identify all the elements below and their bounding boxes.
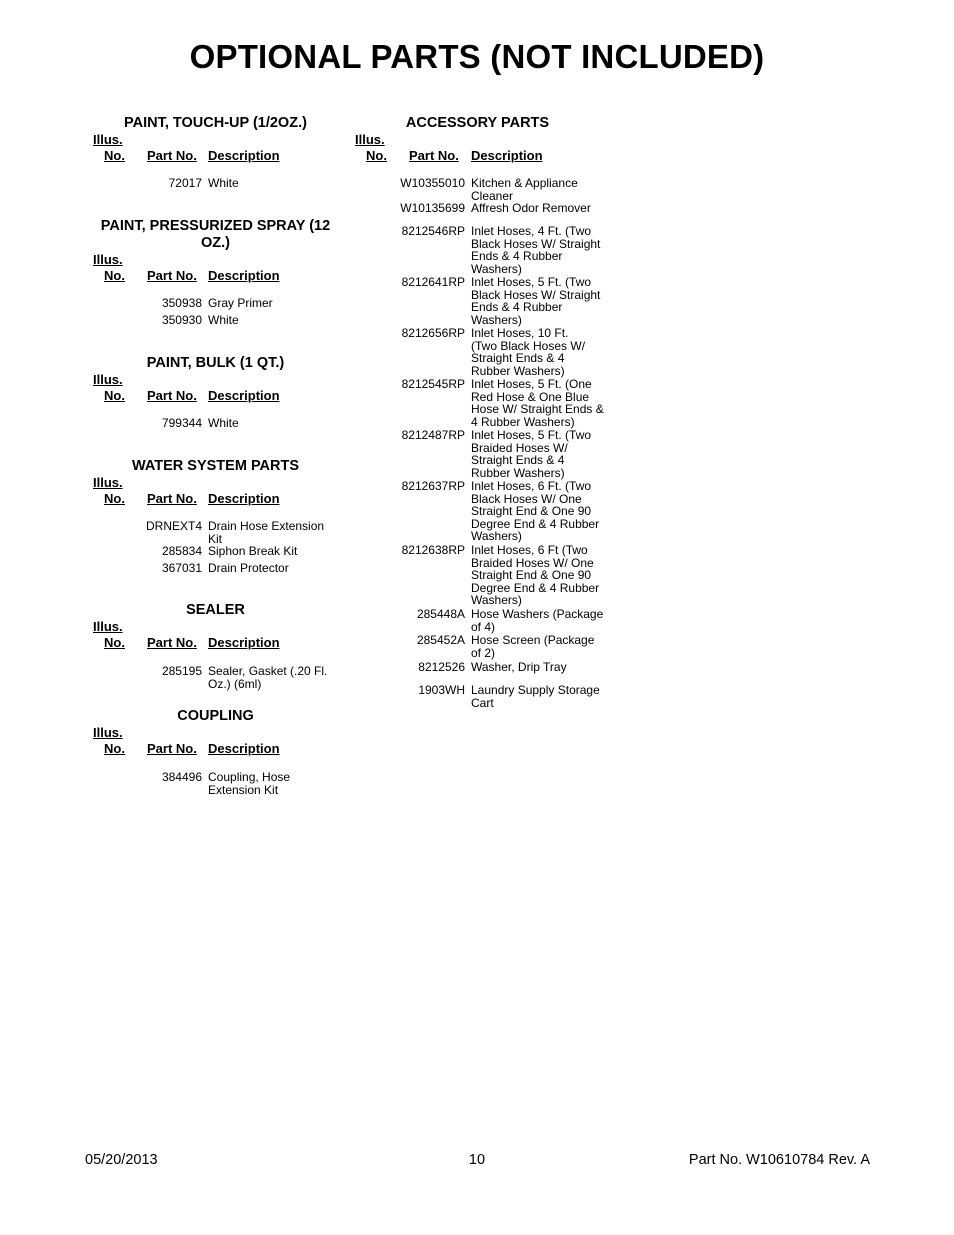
illus-header: Illus.: [93, 252, 123, 267]
part-number: 8212546RP: [401, 224, 465, 238]
part-description: White: [208, 313, 239, 327]
section-paint-touchup: [93, 115, 338, 191]
part-description: Coupling, Hose Extension Kit: [208, 770, 291, 797]
part-description: Drain Hose Extension Kit: [208, 519, 325, 546]
footer-date: 05/20/2013: [85, 1152, 158, 1168]
part-description: Laundry Supply Storage Cart: [471, 683, 600, 710]
part-number: 8212638RP: [401, 543, 465, 557]
section-title: COUPLING: [177, 708, 254, 724]
table-header: [93, 725, 338, 759]
table-row: [355, 661, 610, 684]
table-row: [355, 225, 610, 276]
table-row: [93, 665, 338, 691]
part-description: Affresh Odor Remover: [471, 201, 591, 215]
section-sealer: [93, 602, 338, 691]
part-description: Siphon Break Kit: [208, 544, 298, 558]
part-number: DRNEXT4: [145, 519, 202, 533]
section-coupling: [93, 708, 338, 797]
part-description: Sealer, Gasket (.20 Fl. Oz.) (6ml): [208, 664, 328, 691]
description-header: Description: [208, 148, 280, 163]
no-header: No.: [104, 148, 125, 163]
description-header: Description: [208, 388, 280, 403]
table-row: [355, 378, 610, 429]
part-number: 285448A: [416, 607, 465, 621]
section-title: WATER SYSTEM PARTS: [131, 458, 300, 474]
no-header: No.: [104, 388, 125, 403]
part-description: White: [208, 416, 239, 430]
illus-header: Illus.: [93, 132, 123, 147]
table-row: [93, 545, 338, 562]
part-number: 8212526: [418, 660, 465, 674]
part-description: Inlet Hoses, 5 Ft. (Two Braided Hoses W/ Straight Ends & 4 Rubber Washers): [471, 428, 592, 480]
part-number: 8212641RP: [401, 275, 465, 289]
section-water-system: [93, 458, 338, 576]
no-header: No.: [366, 148, 387, 163]
part-number: 8212637RP: [401, 479, 465, 493]
part-number: 384496: [161, 770, 202, 784]
table-row: [93, 297, 338, 314]
table-header: [93, 619, 338, 653]
part-description: Inlet Hoses, 5 Ft. (Two Black Hoses W/ Straight Ends & 4 Rubber Washers): [471, 275, 601, 327]
footer-part-number: Part No. W10610784 Rev. A: [688, 1152, 870, 1168]
part-number: 367031: [161, 561, 202, 575]
part-number: 285834: [161, 544, 202, 558]
part-number: 799344: [161, 416, 202, 430]
table-row: [355, 480, 610, 544]
part-no-header: Part No.: [409, 148, 459, 163]
table-row: [355, 608, 610, 634]
part-number: 285195: [161, 664, 202, 678]
table-header: [355, 132, 610, 166]
section-title: SEALER: [186, 602, 245, 618]
part-description: Hose Washers (Package of 4): [471, 607, 604, 634]
section-paint-bulk: [93, 355, 338, 431]
description-header: Description: [208, 491, 280, 506]
description-header: Description: [208, 741, 280, 756]
part-description: Inlet Hoses, 6 Ft. (Two Black Hoses W/ One Straight End & One 90 Degree End & 4 Rubber Washers): [471, 479, 600, 543]
part-description: Washer, Drip Tray: [471, 660, 567, 674]
table-row: [355, 177, 610, 202]
no-header: No.: [104, 741, 125, 756]
illus-header: Illus.: [93, 619, 123, 634]
part-number: 1903WH: [418, 683, 465, 697]
description-header: Description: [208, 635, 280, 650]
table-header: [93, 475, 338, 509]
part-no-header: Part No.: [147, 635, 197, 650]
table-row: [93, 417, 338, 431]
part-description: White: [208, 176, 239, 190]
illus-header: Illus.: [93, 475, 123, 490]
part-number: 350938: [161, 296, 202, 310]
section-title: PAINT, BULK (1 QT.): [146, 355, 285, 371]
part-description: Inlet Hoses, 4 Ft. (Two Black Hoses W/ Straight Ends & 4 Rubber Washers): [471, 224, 601, 276]
table-row: [355, 202, 610, 225]
table-row: [93, 562, 338, 576]
part-number: 8212545RP: [401, 377, 465, 391]
footer-page-number: 10: [468, 1152, 486, 1168]
section-paint-spray: [93, 218, 338, 328]
part-number: W10355010: [400, 176, 465, 190]
part-no-header: Part No.: [147, 148, 197, 163]
table-row: [93, 177, 338, 191]
table-row: [355, 429, 610, 480]
table-row: [355, 634, 610, 661]
no-header: No.: [104, 491, 125, 506]
part-no-header: Part No.: [147, 741, 197, 756]
table-row: [93, 771, 338, 797]
section-title: ACCESSORY PARTS: [405, 115, 550, 131]
part-number: 350930: [161, 313, 202, 327]
part-number: 72017: [168, 176, 202, 190]
part-description: Kitchen & Appliance Cleaner: [471, 176, 578, 203]
table-row: [93, 520, 338, 545]
illus-header: Illus.: [93, 372, 123, 387]
part-number: W10135699: [400, 201, 465, 215]
illus-header: Illus.: [93, 725, 123, 740]
table-header: [93, 252, 338, 286]
part-description: Inlet Hoses, 6 Ft (Two Braided Hoses W/ One Straight End & One 90 Degree End & 4 Rubber Washers): [471, 543, 600, 607]
part-number: 8212487RP: [401, 428, 465, 442]
table-header: [93, 132, 338, 166]
page-title: OPTIONAL PARTS (NOT INCLUDED): [189, 38, 765, 75]
table-row: [93, 314, 338, 328]
part-description: Hose Screen (Package of 2): [471, 633, 595, 660]
part-description: Gray Primer: [208, 296, 273, 310]
no-header: No.: [104, 635, 125, 650]
part-number: 8212656RP: [401, 326, 465, 340]
part-no-header: Part No.: [147, 268, 197, 283]
table-header: [93, 372, 338, 406]
description-header: Description: [208, 268, 280, 283]
table-row: [355, 276, 610, 327]
no-header: No.: [104, 268, 125, 283]
illus-header: Illus.: [355, 132, 385, 147]
section-title: PAINT, PRESSURIZED SPRAY (12 OZ.): [100, 218, 331, 251]
table-row: [355, 327, 610, 378]
table-row: [355, 544, 610, 608]
part-description: Inlet Hoses, 5 Ft. (One Red Hose & One Blue Hose W/ Straight Ends & 4 Rubber Washers): [471, 377, 604, 429]
part-description: Inlet Hoses, 10 Ft. (Two Black Hoses W/ Straight Ends & 4 Rubber Washers): [471, 326, 586, 378]
part-no-header: Part No.: [147, 388, 197, 403]
part-no-header: Part No.: [147, 491, 197, 506]
section-accessory: [355, 115, 610, 710]
table-row: [355, 684, 610, 710]
part-description: Drain Protector: [208, 561, 289, 575]
description-header: Description: [471, 148, 543, 163]
part-number: 285452A: [416, 633, 465, 647]
section-title: PAINT, TOUCH-UP (1/2OZ.): [124, 115, 307, 131]
